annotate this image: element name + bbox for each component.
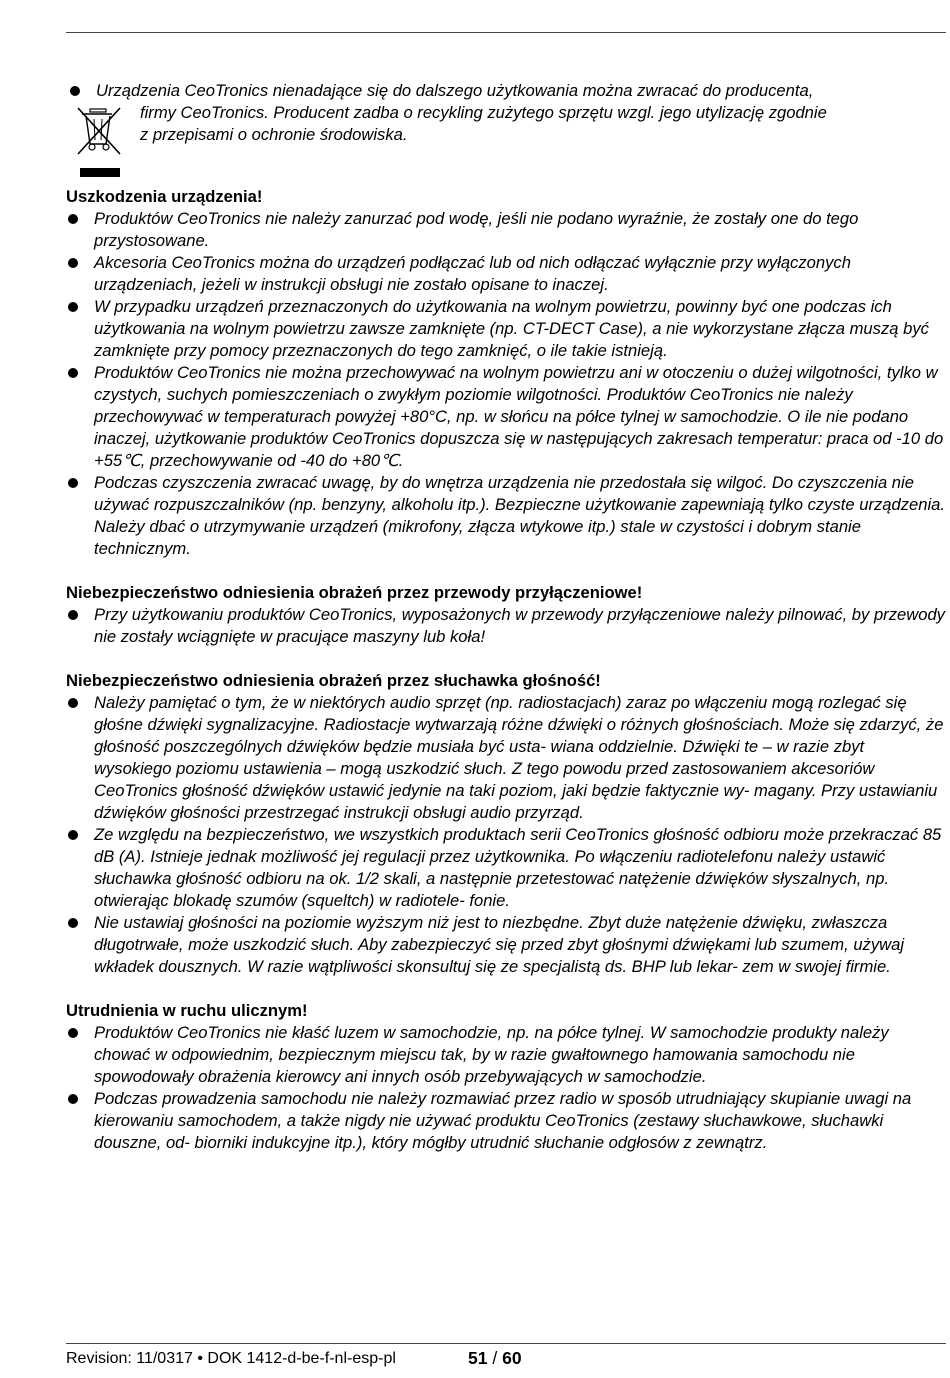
footer-rule (66, 1343, 946, 1344)
bullet-dot-icon (68, 830, 78, 840)
list-item (66, 252, 946, 296)
footer-revision: Revision: 11/0317 • DOK 1412-d-be-f-nl-esp-pl (66, 1350, 396, 1367)
sections-container (66, 186, 946, 1154)
list-item (66, 472, 946, 560)
list-item (66, 824, 946, 912)
bullet-dot-icon (68, 1094, 78, 1104)
list-item-text: Produktów CeoTronics nie kłaść luzem w samochodzie, np. na półce tylnej. W samochodzie produkty należy chować w odpowiednim, bezpiecznym miejscu tak, by w razie gwałtownego hamowania samochodu nie spowodowały obrażenia kierowcy ani innych osób przebywających w samochodzie. (94, 1023, 889, 1086)
section-heading: Niebezpieczeństwo odniesienia obrażeń przez słuchawka głośność! (66, 671, 601, 690)
page-number (468, 1348, 522, 1369)
list-item-text: Produktów CeoTronics nie należy zanurzać pod wodę, jeśli nie podano wyraźnie, że zostały one do tego przystosowane. (94, 209, 859, 250)
bullet-dot-icon (68, 478, 78, 488)
list-item-text: Akcesoria CeoTronics można do urządzeń podłączać lub od nich odłączać wyłącznie przy wyłączonych urządzeniach, jeżeli w instrukcji obsługi nie zostało opisane to inaczej. (94, 253, 851, 294)
list-item (66, 208, 946, 252)
list-item-text: Podczas czyszczenia zwracać uwagę, by do wnętrza urządzenia nie przedostała się wilgoć. Do czyszczenia nie używać rozpuszczalników (np. benzyny, alkoholu itp.). Bezpieczne użytkowanie zapewniają tylko czyste urządzenia. Należy dbać o utrzymywanie urządzeń (mikrofony, złącza wtykowe itp.) stale w czystości i dobrym stanie technicznym. (94, 473, 946, 558)
list-item-text: W przypadku urządzeń przeznaczonych do użytkowania na wolnym powietrzu, powinny być one podczas ich użytkowania na wolnym powietrzu zawsze zamknięte (np. CT-DECT Case), a nie wykorzystane złącza muszą być zamknięte przy pomocy przeznaczonych do tego zamknięć, o ile takie istnieją. (94, 297, 929, 360)
section-heading: Utrudnienia w ruchu ulicznym! (66, 1001, 308, 1020)
list-item-text: Należy pamiętać o tym, że w niektórych audio sprzęt (np. radiostacjach) zaraz po włączeniu mogą rozlegać się głośne dźwięki sygnalizacyjne. Radiostacje wytwarzają różne dźwięki o różnych głośnościach. Może się zdarzyć, że głośność poszczególnych dźwięków będzie musiała być usta- wiana oddzielnie. Dźwięki te – w razie zbyt wysokiego poziomu ustawienia – mogą uszkodzić słuch. Z tego powodu przed zastosowaniem akcesoriów CeoTronics głośność dźwięków ustawić jedynie na taki poziom, jaki będzie faktycznie wy- magany. Przy ustawianiu dźwięków głośności przestrzegać instrukcji obsługi audio przyrząd. (94, 693, 944, 822)
recycling-line-1: Urządzenia CeoTronics nienadające się do dalszego użytkowania można zwracać do producenta, (96, 81, 814, 100)
recycling-notice (66, 80, 946, 186)
section-heading: Uszkodzenia urządzenia! (66, 187, 263, 206)
list-item-text: Przy użytkowaniu produktów CeoTronics, wyposażonych w przewody przyłączeniowe należy pilnować, by przewody nie zostały wciągnięte w pracujące maszyny lub koła! (94, 605, 945, 646)
page-separator: / (492, 1348, 498, 1368)
bullet-dot-icon (68, 214, 78, 224)
section-gap (66, 560, 946, 582)
page-total: 60 (502, 1348, 522, 1368)
bullet-dot-icon (70, 86, 80, 96)
section-gap (66, 978, 946, 1000)
section-gap (66, 648, 946, 670)
section (66, 186, 946, 560)
recycling-line-2: firmy CeoTronics. Producent zadba o recykling zużytego sprzętu wzgl. jego utylizację zgodnie (140, 103, 827, 122)
list-item-text: Podczas prowadzenia samochodu nie należy rozmawiać przez radio w sposób utrudniający skupianie uwagi na kierowaniu samochodem, a także nigdy nie używać produktu CeoTronics (zestawy słuchawkowe, słuchawki douszne, od- biorniki indukcyjne itp.), który mógłby utrudnić słuchanie odgłosów z zewnątrz. (94, 1089, 912, 1152)
section (66, 1000, 946, 1154)
list-item (66, 296, 946, 362)
list-item (66, 1022, 946, 1088)
bullet-dot-icon (68, 610, 78, 620)
list-item-text: Produktów CeoTronics nie można przechowywać na wolnym powietrzu ani w otoczeniu o dużej wilgotności, tylko w czystych, suchych pomieszczeniach o zwykłym poziomie wilgotności. Produktów CeoTronics nie należy przechowywać w temperaturach powyżej +80°C, np. w słońcu na półce tylnej w samochodzie. O ile nie podano inaczej, użytkowanie produktów CeoTronics dopuszcza się w następujących zakresach temperatur: praca od -10 do +55℃, przechowywanie od -40 do +80℃. (94, 363, 944, 470)
section (66, 670, 946, 978)
bullet-dot-icon (68, 302, 78, 312)
section (66, 582, 946, 648)
list-item (66, 912, 946, 978)
list-item (66, 1088, 946, 1154)
list-item (66, 362, 946, 472)
section-heading: Niebezpieczeństwo odniesienia obrażeń przez przewody przyłączeniowe! (66, 583, 643, 602)
header-rule (66, 32, 946, 33)
bullet-dot-icon (68, 698, 78, 708)
document-body (66, 80, 946, 1154)
bullet-dot-icon (68, 918, 78, 928)
list-item (66, 692, 946, 824)
list-item (66, 604, 946, 648)
crossed-out-wheelie-bin-icon (76, 104, 126, 180)
page-current: 51 (468, 1348, 488, 1368)
list-item-text: Nie ustawiaj głośności na poziomie wyższym niż jest to niezbędne. Zbyt duże natężenie dźwięku, zwłaszcza długotrwałe, może uszkodzić słuch. Aby zabezpieczyć się przed zbyt głośnymi dźwiękami lub szumem, używaj wkładek dousznych. W razie wątpliwości skonsultuj się ze specjalistą ds. BHP lub lekar- zem w swojej firmie. (94, 913, 905, 976)
list-item-text: Ze względu na bezpieczeństwo, we wszystkich produktach serii CeoTronics głośność odbioru może przekraczać 85 dB (A). Istnieje jednak możliwość jej regulacji przez użytkownika. Po włączeniu radiotelefonu należy ustawić słuchawka głośność odbioru na ok. 1/2 skali, a następnie przetestować natężenie dźwięków słyszalnych, np. otwierając blokadę szumów (squeltch) w radiotele- fonie. (94, 825, 942, 910)
bullet-dot-icon (68, 368, 78, 378)
recycling-line-3: z przepisami o ochronie środowiska. (140, 125, 408, 144)
bullet-dot-icon (68, 1028, 78, 1038)
bullet-dot-icon (68, 258, 78, 268)
